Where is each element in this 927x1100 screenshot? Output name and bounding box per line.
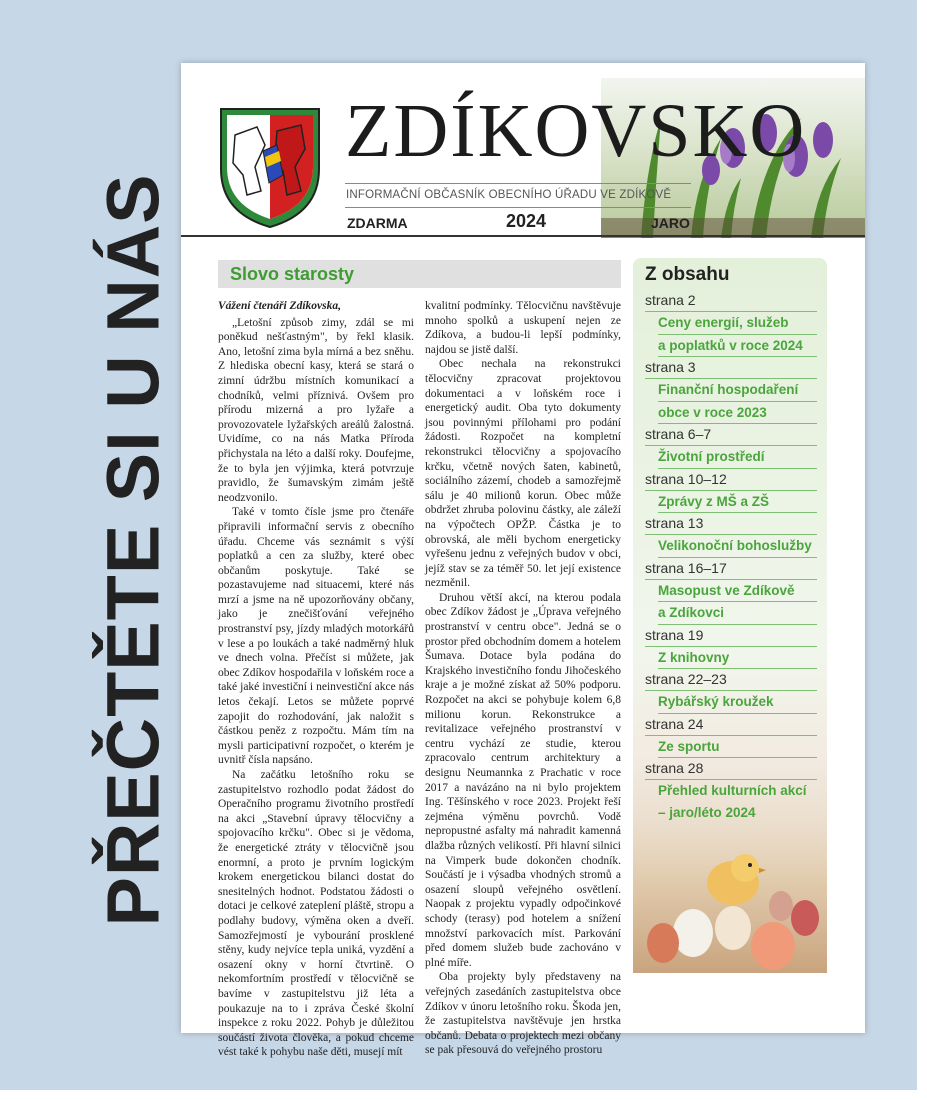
- toc-article-line: a Zdíkovci: [658, 602, 817, 625]
- article-paragraph: Obec nechala na rekonstrukci tělocvičny zpracovat projektovou dokumentaci a v loňském roce i energetický audit. Oba tyto dokumenty jsou povinnými přílohami pro podání žádosti. Rozpočet na kompletní rekonstrukci tělocvičny a spojovacího krčku, včetně nových šaten, kabinetů, sociálního zázemí, chodeb a samozřejmě sálu je 40 milionů korun. Obec může obdržet zhruba polovinu částky, ale záleží na výpočtech OPŽP. Částka je to obrovská, ale měli bychom energeticky vyřešenu jednu z veřejných budov v obci, jejíž stav se za téměř 50. let její existence nezměnil.: [425, 358, 621, 590]
- toc-article-line: Z knihovny: [658, 647, 817, 670]
- divider: [345, 183, 691, 184]
- toc-entry[interactable]: [645, 357, 817, 424]
- table-of-contents: [633, 258, 827, 973]
- section-title: Slovo starosty: [230, 264, 355, 284]
- toc-article-title: [645, 780, 817, 823]
- article-paragraph: Oba projekty byly představeny na veřejných zasedáních zastupitelstva obce Zdíkov v únoru letošního roku. Škoda jen, že zastupitelstva navštěvuje jen hrstka občanů. Debata o projektech mezi občany se pak přesouvá do veřejného prostoru: [425, 971, 621, 1057]
- toc-page-number: strana 3: [645, 357, 817, 379]
- price-label: ZDARMA: [347, 215, 408, 231]
- toc-list: [645, 290, 817, 823]
- toc-entry[interactable]: [645, 424, 817, 469]
- toc-article-line: Masopust ve Zdíkově: [658, 580, 817, 603]
- toc-page-number: strana 6–7: [645, 424, 817, 446]
- toc-article-line: Rybářský kroužek: [658, 691, 817, 714]
- article-column-1: [218, 299, 414, 1060]
- article-paragraph: kvalitní podmínky. Tělocvičnu navštěvuje mnoho spolků a uskupení nejen ze Zdíkova, a budou-li lepší podmínky, najdou se jistě další.: [425, 300, 621, 356]
- newsletter-page: [181, 63, 865, 1059]
- toc-article-title: [645, 379, 817, 424]
- toc-article-line: Finanční hospodaření: [658, 379, 817, 402]
- article-column-2: [425, 299, 621, 1058]
- article-paragraph: Také v tomto čísle jsme pro čtenáře připravili informační servis z obecního úřadu. Chceme vás seznámit s výší poplatků a cen za služby, které obec občanům poskytuje. Také se pozastavujeme nad situacemi, které nás mrzí a jsme na ně upozorňovány občany, jako je znečišťování veřejného prostranství psy, jízdy mladých motorkářů v lese a po loukách a také nadměrný hluk ve dnech volna. Přečíst si můžete, jak obec Zdíkov hospodařila v loňském roce a také jaké investiční i neinvestiční akce nás letos čekají. Letos se můžete poprvé zapojit do rozhodování, jak naložit s částkou peněz z rozpočtu. Mám tím na mysli participativní rozpočet, o kterém je uvnitř čísla napsáno.: [218, 506, 414, 767]
- toc-article-line: Ceny energií, služeb: [658, 312, 817, 335]
- toc-entry[interactable]: [645, 714, 817, 759]
- toc-entry[interactable]: [645, 669, 817, 714]
- side-caption: PŘEČTĚTE SI U NÁS: [91, 173, 175, 927]
- toc-article-title: [645, 580, 817, 625]
- newsletter-subtitle: INFORMAČNÍ OBČASNÍK OBECNÍHO ÚŘADU VE ZDÍKOVĚ: [346, 189, 672, 201]
- toc-article-line: Velikonoční bohoslužby: [658, 535, 817, 558]
- toc-article-title: [645, 491, 817, 514]
- article-greeting: Vážení čtenáři Zdíkovska,: [218, 300, 341, 312]
- toc-page-number: strana 16–17: [645, 558, 817, 580]
- toc-article-line: Zprávy z MŠ a ZŠ: [658, 491, 817, 514]
- toc-title: Z obsahu: [645, 264, 730, 285]
- section-header: [218, 260, 621, 288]
- issue-season: JARO: [651, 215, 690, 231]
- divider: [345, 207, 691, 208]
- newsletter-title: ZDÍKOVSKO: [345, 89, 807, 173]
- toc-article-line: a poplatků v roce 2024: [658, 335, 817, 358]
- toc-article-title: [645, 691, 817, 714]
- toc-article-title: [645, 647, 817, 670]
- toc-article-line: Ze sportu: [658, 736, 817, 759]
- toc-article-title: [645, 736, 817, 759]
- toc-entry[interactable]: [645, 558, 817, 625]
- toc-article-title: [645, 535, 817, 558]
- article-paragraph: Druhou větší akcí, na kterou podala obec Zdíkov žádost je „Úprava veřejného prostranství v centru obce". Jedná se o prostor před obchodním domem a hotelem Šumava. Dotace byla podána do Krajského investičního fondu Jihočeského kraje a je možné získat až 50% podporu. Rozpočet na akci se pohybuje kolem 6,8 milionu korun. Rekonstrukce a revitalizace veřejného prostranství v centru vychází ze studie, kterou zpracovalo centrum architektury a designu Neumannka z Prachatic v roce 2017 a navázáno na ni bylo projektem Ing. Těšínského v roce 2023. Projekt řeší zejména výměnu povrchů. Vodě nepropustné asfalty má nahradit kamenná dlažba různých velikostí. Při hlavní silnici na Vimperk bude dokončen chodník. Součástí je i výsadba vhodných stromů a osazení sloupů veřejného osvětlení. Naopak z projektu vypadly odpočinkové schody (terasy) pod hotelem a snížení množství parkovacích míst. Parkování před domem služeb bude zachováno v plné míře.: [425, 591, 621, 969]
- toc-page-number: strana 19: [645, 625, 817, 647]
- toc-article-line: obce v roce 2023: [658, 402, 817, 425]
- toc-page-number: strana 2: [645, 290, 817, 312]
- toc-entry[interactable]: [645, 290, 817, 357]
- issue-year: 2024: [506, 211, 547, 231]
- toc-article-line: Přehled kulturních akcí: [658, 783, 807, 798]
- article-paragraph: Na začátku letošního roku se zastupitelstvo rozhodlo podat žádost do Operačního programu životního prostředí na akci „Stavební úpravy tělocvičny a spojovacího krčku". Obec si je vědoma, že energetické ztráty v tělocvičně jsou enormní, a proto je prvním logickým krokem energetickou bilanci dostat do snesitelných hodnot. Podstatou žádosti o dotaci je celkové zateplení pláště, stropu a podlahy budovy, výměna oken a dveří. Samozřejmostí je vybourání prosklené stěny, kudy nejvíce tepla uniká, vyzdění a osazení okny v horní čtvrtině. O nekomfortním prostředí v tělocvičně se bavíme v zastupitelstvu již léta a poukazuje na to i zpráva České školní inspekce z roku 2022. Pohyb je důležitou součástí života člověka, a pokud chceme vést také k pohybu naše děti, musejí mít: [218, 769, 414, 1059]
- toc-article-line: Životní prostředí: [658, 446, 817, 469]
- toc-page-number: strana 24: [645, 714, 817, 736]
- masthead: [181, 63, 865, 235]
- toc-entry[interactable]: [645, 758, 817, 823]
- toc-page-number: strana 13: [645, 513, 817, 535]
- article-paragraph: „Letošní způsob zimy, zdál se mi poněkud nešťastným", by řekl klasik. Ano, letošní zima byla mírná a bez sněhu. Z hlediska obecní kasy, která se stará o zimní údržbu místních komunikací a chodníků, velmi příznivá. Ovšem pro přírodu mizerná a pro lyžaře a provozovatele lyžařských areálů žalostná. Uvidíme, co na nás Matka Příroda přichystala na léto a další roky. Doufejme, že to byla jen výjimka, která potvrzuje pravidlo, že šumavským zimám ještě neodzvonilo.: [218, 316, 414, 504]
- toc-entry[interactable]: [645, 625, 817, 670]
- toc-page-number: strana 22–23: [645, 669, 817, 691]
- toc-entry[interactable]: [645, 469, 817, 514]
- toc-entry[interactable]: [645, 513, 817, 558]
- toc-page-number: strana 28: [645, 758, 817, 780]
- toc-article-title: [645, 312, 817, 357]
- header-rule: [181, 235, 865, 237]
- toc-article-title: [645, 446, 817, 469]
- toc-page-number: strana 10–12: [645, 469, 817, 491]
- coat-of-arms-logo: [217, 105, 323, 234]
- toc-article-line: – jaro/léto 2024: [658, 804, 756, 820]
